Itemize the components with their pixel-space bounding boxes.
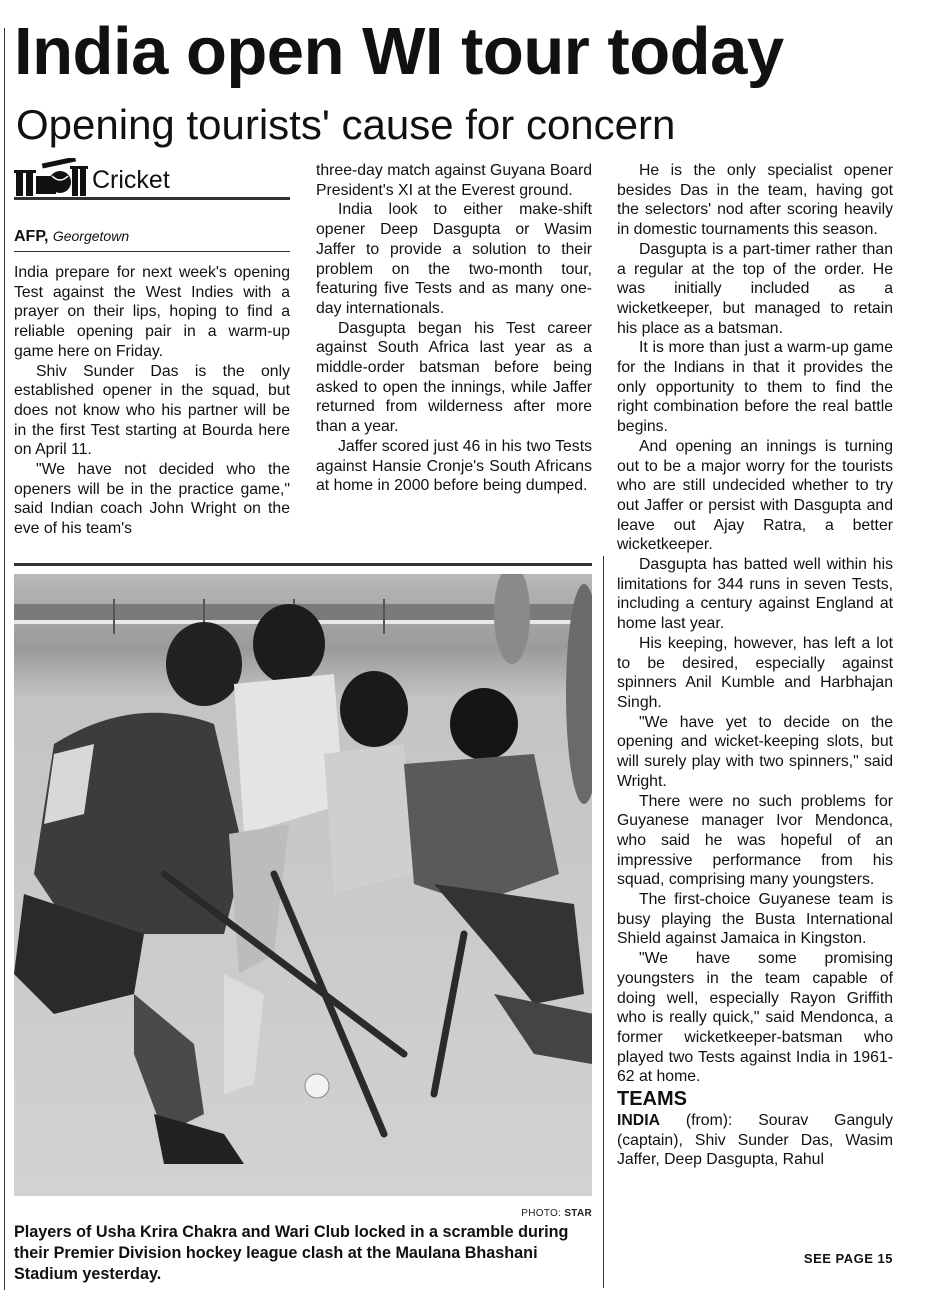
section-label: Cricket: [92, 166, 170, 194]
byline-rule: [14, 251, 290, 252]
photo-credit: [521, 1208, 592, 1219]
see-page-link[interactable]: SEE PAGE 15: [803, 1251, 893, 1266]
paragraph: three-day match against Guyana Board President's XI at the Everest ground.: [316, 162, 592, 199]
teams-heading: TEAMS: [617, 1088, 687, 1111]
photo-credit-prefix: PHOTO:: [521, 1208, 562, 1219]
paragraph: "We have yet to decide on the opening and wicket-keeping slots, but will surely play with two spinners," said Wright.: [617, 713, 893, 790]
photo-top-rule: [14, 563, 592, 566]
teams-label: INDIA: [617, 1112, 661, 1130]
byline-agency: AFP,: [14, 228, 49, 245]
article-column-1: [14, 263, 290, 539]
section-underline: [14, 197, 290, 200]
byline-place: Georgetown: [52, 228, 130, 244]
photo-caption: Players of Usha Krira Chakra and Wari Club locked in a scramble during their Premier Division hockey league clash at the Maulana Bhashani Stadium yesterday.: [14, 1223, 569, 1283]
paragraph: His keeping, however, has left a lot to be desired, especially against spinners Anil Kumble and Harbhajan Singh.: [617, 634, 893, 711]
byline: [14, 228, 290, 246]
paragraph: It is more than just a warm-up game for the Indians in that it provides the only opportunity to them to find the right combination before the real battle begins.: [617, 339, 893, 436]
paragraph: Dasgupta began his Test career against South Africa last year as a middle-order batsman before being asked to open the innings, while Jaffer returned from wilderness after more than a year.: [316, 319, 592, 436]
article-column-3: [617, 161, 893, 1170]
cricket-icon: [14, 158, 88, 198]
paragraph: India prepare for next week's opening Test against the West Indies with a prayer on their lips, hoping to find a reliable opening pair in a warm-up game here on Friday.: [14, 264, 290, 360]
paragraph: Shiv Sunder Das is the only established opener in the squad, but does not know who his partner will be in the first Test starting at Bourda here on April 11.: [14, 362, 290, 459]
paragraph: "We have not decided who the openers will be in the practice game," said Indian coach John Wright on the eve of his team's: [14, 461, 290, 538]
paragraph: Dasgupta is a part-timer rather than a regular at the top of the order. He was initially included as a wicketkeeper, but managed to retain his place as a batsman.: [617, 240, 893, 337]
subheadline: Opening tourists' cause for concern: [16, 101, 676, 148]
paragraph: He is the only specialist opener besides Das in the team, having got the selectors' nod after scoring heavily in domestic tournaments this season.: [617, 162, 893, 239]
headline: India open WI tour today: [14, 14, 784, 89]
paragraph: India look to either make-shift opener Deep Dasgupta or Wasim Jaffer to provide a solution to their problem on the two-month tour, featuring five Tests and as many one-day internationals.: [316, 201, 592, 317]
paragraph: Jaffer scored just 46 in his two Tests against Hansie Cronje's South Africans at home in 2000 before being dumped.: [316, 437, 592, 495]
paragraph: There were no such problems for Guyanese manager Ivor Mendonca, who said he was hopeful of an impressive performance from his squad, comprising many youngsters.: [617, 792, 893, 889]
photo-credit-source: STAR: [564, 1208, 592, 1219]
paragraph: The first-choice Guyanese team is busy playing the Busta International Shield against Jamaica in Kingston.: [617, 891, 893, 948]
paragraph: Dasgupta has batted well within his limitations for 344 runs in seven Tests, including a century against England at home last year.: [617, 556, 893, 633]
teams-paragraph: [617, 1111, 893, 1170]
page-left-rule: [4, 28, 5, 1290]
column-rule: [603, 556, 604, 1288]
article-column-2: [316, 161, 592, 496]
paragraph: "We have some promising youngsters in the team capable of doing well, especially Rayon Griffith who is really quick," said Mendonca, a former wicketkeeper-batsman who played two Tests against India in 1961-62 at home.: [617, 950, 893, 1086]
section-tag: [14, 158, 290, 202]
hockey-photo: [14, 574, 592, 1196]
teams-text: (from): Sourav Ganguly (captain), Shiv Sunder Das, Wasim Jaffer, Deep Dasgupta, Rahul: [617, 1112, 894, 1169]
paragraph: And opening an innings is turning out to be a major worry for the tourists who are still undecided whether to try out Jaffer or persist with Dasgupta and leave out Ajay Ratra, a better wicketkeeper.: [617, 437, 893, 554]
